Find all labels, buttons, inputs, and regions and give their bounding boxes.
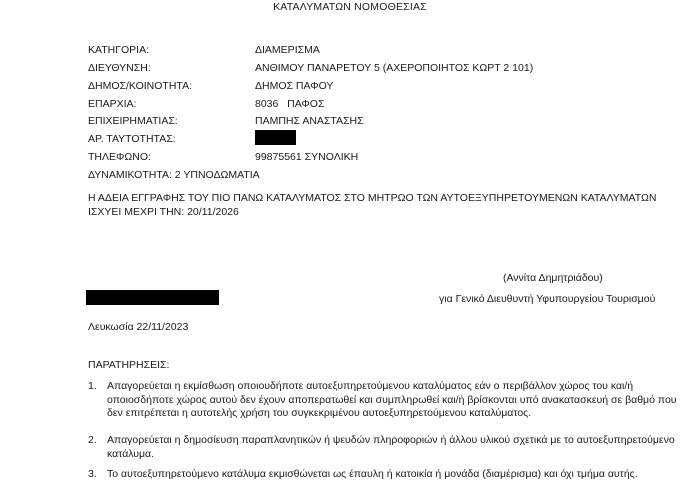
remark-text: Το αυτοεξυπηρετούμενο κατάλυμα εκμισθώνεται ως έπαυλη ή κατοικία ή μονάδα (διαμέρισμα) και όχι τμήμα αυτής.	[107, 468, 638, 480]
field-municipality	[88, 80, 648, 94]
field-address	[88, 62, 648, 76]
field-district-label: ΕΠΑΡΧΙΑ:	[88, 98, 137, 110]
field-entrepreneur-value: ΠΑΜΠΗΣ ΑΝΑΣΤΑΣΗΣ	[255, 115, 364, 127]
field-category	[88, 44, 648, 58]
remark-text: Απαγορεύεται η εκμίσθωση οποιουδήποτε αυτοεξυπηρετούμενου καταλύματος εάν ο περιβάλλον χώρος του και/ή οποιοσδήποτε χώρος αυτού δεν έχουν αποπερατωθεί και συμπληρωθεί και/ή βρίσκονται υπό ανακατασκευή σε βαθμό που δεν επιτρέπεται η αυτοτελής χρήση του συγκεκριμένου αυτοεξυπηρετούμενου καταλύματος.	[107, 380, 677, 420]
field-phone	[88, 151, 648, 165]
remark-item	[88, 434, 688, 462]
document-header-title: ΚΑΤΑΛΥΜΑΤΩΝ ΝΟΜΟΘΕΣΙΑΣ	[273, 1, 427, 13]
field-entrepreneur-label: ΕΠΙΧΕΙΡΗΜΑΤΙΑΣ:	[88, 115, 178, 127]
field-address-label: ΔΙΕΥΘΥΝΣΗ:	[88, 62, 151, 74]
signature-redaction	[86, 290, 219, 305]
signatory-title: για Γενικό Διευθυντή Υφυπουργείου Τουρισμού	[439, 293, 656, 305]
signatory-name: (Αννίτα Δημητριάδου)	[503, 272, 603, 284]
field-category-value: ΔΙΑΜΕΡΙΣΜΑ	[255, 44, 320, 56]
id-number-redaction	[255, 130, 296, 145]
remarks-heading: ΠΑΡΑΤΗΡΗΣΕΙΣ:	[88, 359, 170, 371]
capacity-line: ΔΥΝΑΜΙΚΟΤΗΤΑ: 2 ΥΠΝΟΔΩΜΑΤΙΑ	[88, 169, 260, 181]
place-and-date: Λευκωσία 22/11/2023	[88, 321, 189, 333]
field-district	[88, 98, 648, 112]
license-validity-text: Η ΑΔΕΙΑ ΕΓΓΡΑΦΗΣ ΤΟΥ ΠΙΟ ΠΑΝΩ ΚΑΤΑΛΥΜΑΤΟΣ ΣΤΟ ΜΗΤΡΩΟ ΤΩΝ ΑΥΤΟΕΞΥΠΗΡΕΤΟΥΜΕΝΩΝ ΚΑΤΑΛΥΜΑΤΩΝ ΙΣΧΥΕΙ ΜΕΧΡΙ ΤΗΝ: 20/11/2026	[88, 192, 657, 218]
field-category-label: ΚΑΤΗΓΟΡΙΑ:	[88, 44, 150, 56]
field-entrepreneur	[88, 115, 648, 129]
remark-number: 1.	[88, 380, 97, 392]
remark-number: 2.	[88, 434, 97, 446]
remark-text: Απαγορεύεται η δημοσίευση παραπλανητικών ή ψευδών πληροφοριών ή άλλου υλικού σχετικά με το αυτοεξυπηρετούμενο κατάλυμα.	[107, 434, 675, 460]
remark-item	[88, 380, 688, 422]
field-phone-label: ΤΗΛΕΦΩΝΟ:	[88, 151, 151, 163]
field-id-number	[88, 133, 648, 147]
field-district-value: 8036 ΠΑΦΟΣ	[255, 98, 325, 110]
field-address-value: ΑΝΘΙΜΟΥ ΠΑΝΑΡΕΤΟΥ 5 (ΑΧΕΡΟΠΟΙΗΤΟΣ ΚΩΡΤ 2 101)	[255, 62, 534, 74]
field-phone-value: 99875561 ΣΥΝΟΛΙΚΗ	[255, 151, 359, 163]
field-id-number-label: ΑΡ. ΤΑΥΤΟΤΗΤΑΣ:	[88, 133, 176, 145]
remark-item	[88, 468, 688, 496]
remark-number: 3.	[88, 468, 97, 480]
field-municipality-value: ΔΗΜΟΣ ΠΑΦΟΥ	[255, 80, 334, 92]
field-municipality-label: ΔΗΜΟΣ/ΚΟΙΝΟΤΗΤΑ:	[88, 80, 192, 92]
